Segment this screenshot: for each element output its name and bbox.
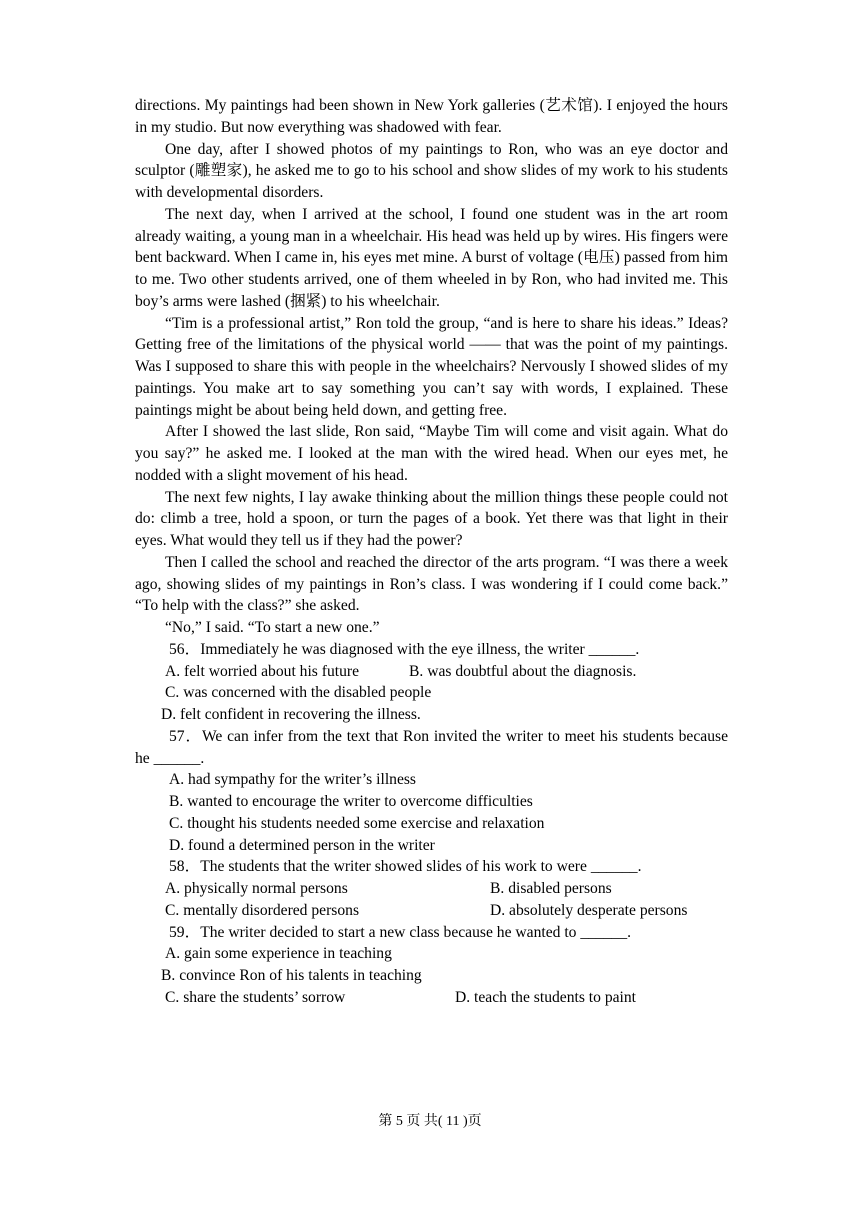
question-58-option-d: D. absolutely desperate persons — [490, 901, 688, 919]
question-57-option-b: B. wanted to encourage the writer to overcome difficulties — [169, 793, 533, 810]
passage-paragraph-1: directions. My paintings had been shown in New York galleries (艺术馆). I enjoyed the hours in my studio. But now everything was shadowed with fear. — [135, 97, 728, 136]
question-58-options-row-1 — [135, 878, 728, 900]
question-56-options-row-2 — [135, 682, 728, 704]
question-57-options-row-4 — [135, 835, 728, 857]
question-59-options-row-3 — [135, 987, 728, 1009]
question-57 — [135, 726, 728, 857]
question-57-option-c: C. thought his students needed some exercise and relaxation — [169, 814, 545, 832]
question-58-option-a: A. physically normal persons — [165, 880, 348, 897]
question-56-stem: 56．Immediately he was diagnosed with the eye illness, the writer ______. — [169, 640, 640, 658]
question-59-option-a: A. gain some experience in teaching — [165, 945, 392, 963]
question-56 — [135, 639, 728, 726]
passage-paragraph-4: “Tim is a professional artist,” Ron told the group, “and is here to share his ideas.” Ideas? Getting free of the limitations of the physical world —— that was the point of my paintings. Was I supposed to share this with people in the wheelchairs? Nervously I showed slides of my paintings. You make art to say something you can’t say with words, I explained. These paintings might be about being held down, and getting free. — [135, 314, 728, 419]
passage-paragraph-8: “No,” I said. “To start a new one.” — [165, 619, 380, 636]
question-59-stem: 59．The writer decided to start a new class because he wanted to ______. — [169, 923, 632, 941]
question-59 — [135, 922, 728, 1009]
passage-paragraph-3: The next day, when I arrived at the school, I found one student was in the art room already waiting, a young man in a wheelchair. His head was held up by wires. His fingers were bent backward. When I came in, his eyes met mine. A burst of voltage (电压) passed from him to me. Two other students arrived, one of them wheeled in by Ron, who had invited me. This boy’s arms were lashed (捆紧) to his wheelchair. — [135, 205, 728, 310]
question-56-option-a: A. felt worried about his future — [165, 662, 360, 680]
question-56-options-row-1 — [135, 661, 728, 683]
question-58-option-c: C. mentally disordered persons — [165, 901, 360, 919]
passage-paragraph-2: One day, after I showed photos of my paintings to Ron, who was an eye doctor and sculptor (雕塑家), he asked me to go to his school and show slides of my work to his students with developmental disorders. — [135, 140, 728, 201]
question-58-option-b: B. disabled persons — [490, 880, 612, 897]
question-57-options-row-2 — [135, 791, 728, 813]
question-59-options-row-2 — [135, 965, 728, 987]
page-number-footer: 第 5 页 共( 11 )页 — [378, 1114, 482, 1129]
question-59-option-d: D. teach the students to paint — [455, 988, 637, 1006]
passage-paragraph-5: After I showed the last slide, Ron said, “Maybe Tim will come and visit again. What do you say?” he asked me. I looked at the man with the wired head. When our eyes met, he nodded with a slight movement of his head. — [135, 423, 728, 484]
question-58-stem: 58．The students that the writer showed slides of his work to were ______. — [169, 858, 642, 876]
page-content — [135, 95, 728, 1009]
passage-paragraph-6: The next few nights, I lay awake thinking about the million things these people could not do: climb a tree, hold a spoon, or turn the pages of a book. Yet there was that light in their eyes. What would they tell us if they had the power? — [135, 488, 728, 549]
question-57-options-row-3 — [135, 813, 728, 835]
passage-paragraph-7: Then I called the school and reached the director of the arts program. “I was there a week ago, showing slides of my paintings in Ron’s class. I was wondering if I could come back.” “To help with the class?” she asked. — [135, 553, 728, 615]
question-58 — [135, 856, 728, 921]
question-56-option-c: C. was concerned with the disabled people — [165, 684, 432, 702]
question-57-options-row-1 — [135, 769, 728, 791]
question-57-option-d: D. found a determined person in the writer — [169, 836, 435, 854]
question-57-stem: 57．We can infer from the text that Ron invited the writer to meet his students because he ______. — [135, 727, 728, 767]
question-59-options-row-1 — [135, 943, 728, 965]
question-56-options-row-3 — [135, 704, 728, 726]
question-59-option-c: C. share the students’ sorrow — [165, 988, 346, 1006]
question-58-options-row-2 — [135, 900, 728, 922]
question-56-option-b: B. was doubtful about the diagnosis. — [409, 662, 637, 680]
question-56-option-d: D. felt confident in recovering the illness. — [161, 706, 421, 723]
question-59-option-b: B. convince Ron of his talents in teaching — [161, 967, 422, 984]
question-57-option-a: A. had sympathy for the writer’s illness — [169, 771, 417, 789]
